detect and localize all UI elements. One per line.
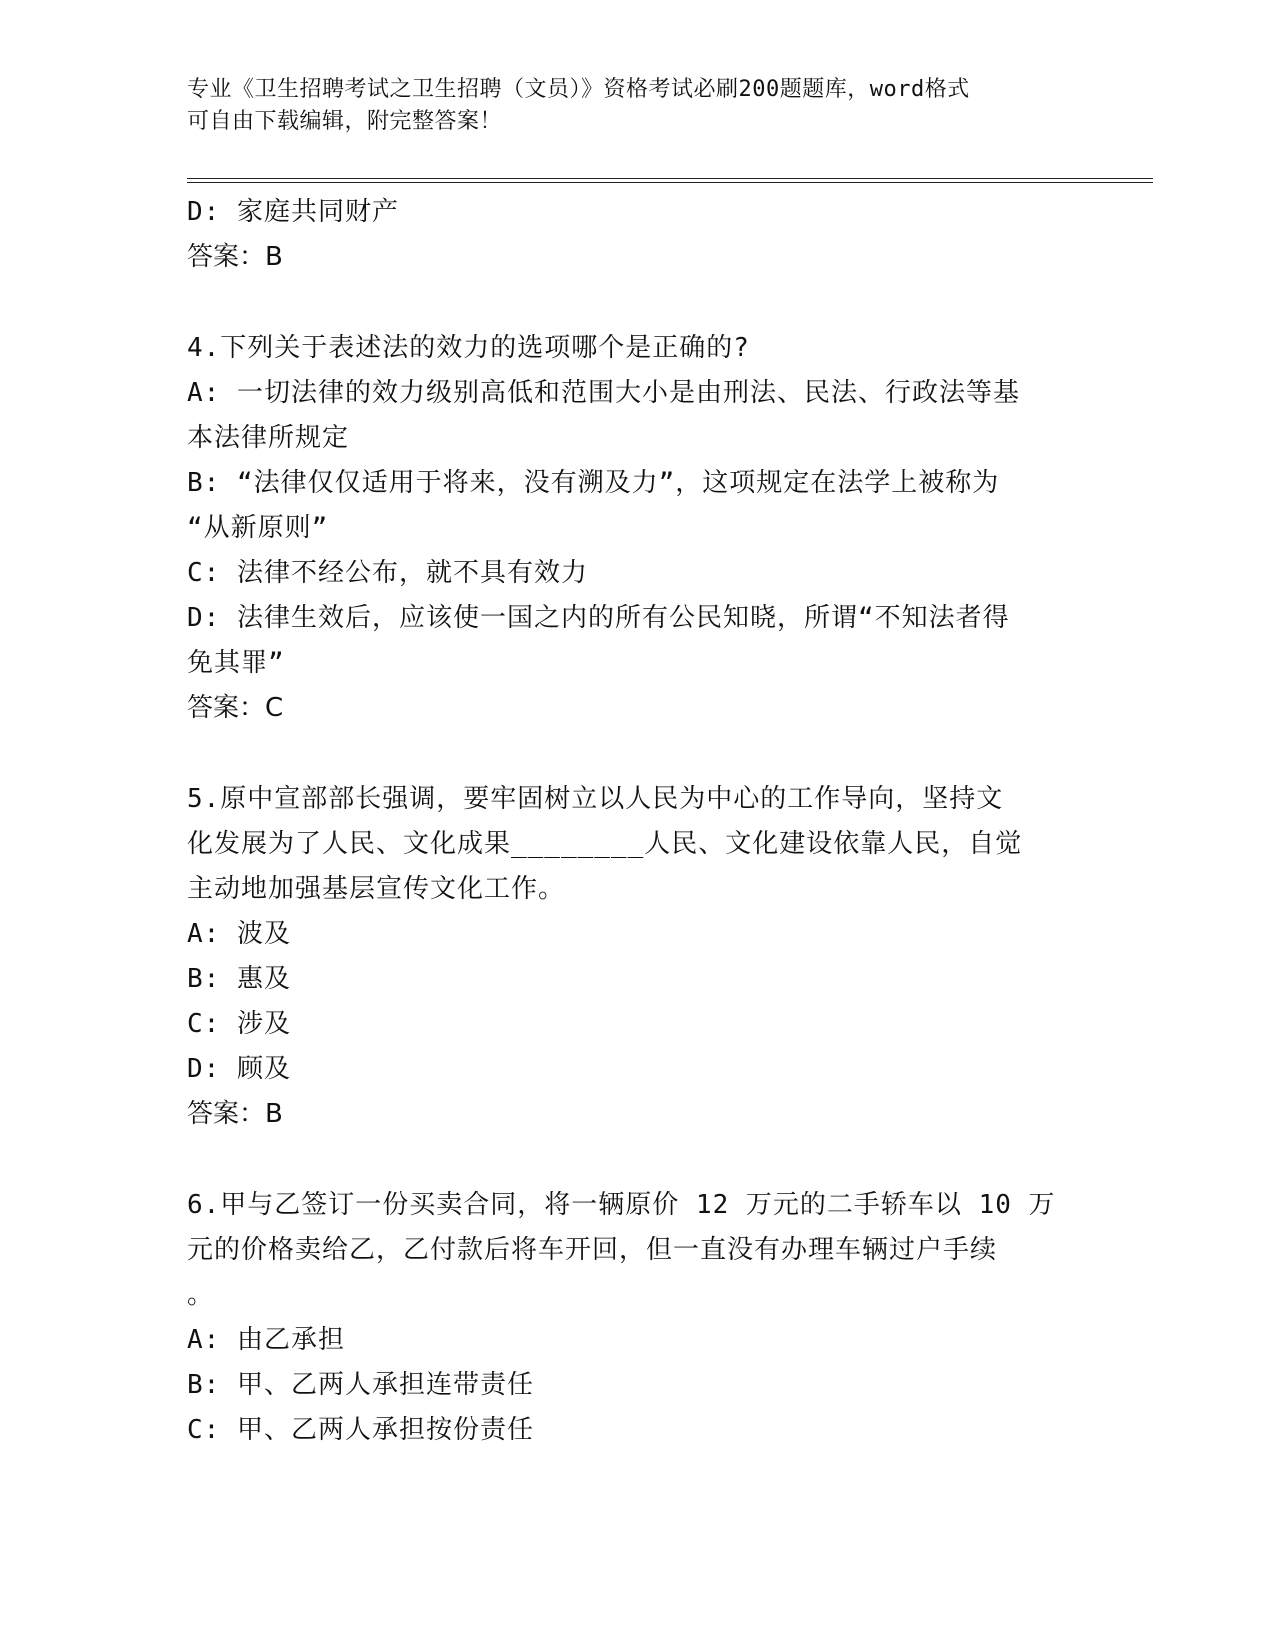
option-a: A: 由乙承担 xyxy=(187,1325,345,1355)
spacer xyxy=(187,731,1087,777)
question-6 xyxy=(187,1183,1087,1453)
spacer xyxy=(187,280,1087,326)
header-title-line-2: 可自由下载编辑，附完整答案！ xyxy=(187,109,503,134)
previous-question-tail xyxy=(187,190,1087,280)
answer: 答案：B xyxy=(187,242,283,272)
question-stem-continued: 化发展为了人民、文化成果________人民、文化建设依靠人民，自觉 xyxy=(187,829,1023,859)
option-d-continued: 免其罪” xyxy=(187,648,285,678)
question-stem-continued: 主动地加强基层宣传文化工作。 xyxy=(187,874,566,904)
option-c: C: 涉及 xyxy=(187,1009,291,1039)
header-title-line-1: 专业《卫生招聘考试之卫生招聘（文员）》资格考试必刷200题题库，word格式 xyxy=(187,77,970,102)
option-a-continued: 本法律所规定 xyxy=(187,423,350,453)
question-list xyxy=(187,190,1087,1453)
question-stem-continued: 。 xyxy=(187,1280,215,1310)
option-d: D: 家庭共同财产 xyxy=(187,197,399,227)
question-stem: 4.下列关于表述法的效力的选项哪个是正确的? xyxy=(187,333,750,363)
option-a: A: 一切法律的效力级别高低和范围大小是由刑法、民法、行政法等基 xyxy=(187,378,1020,408)
document-header xyxy=(187,74,1067,138)
option-b-continued: “从新原则” xyxy=(187,513,329,543)
option-c: C: 甲、乙两人承担按份责任 xyxy=(187,1415,534,1445)
option-a: A: 波及 xyxy=(187,919,291,949)
question-stem-continued: 元的价格卖给乙，乙付款后将车开回，但一直没有办理车辆过户手续 xyxy=(187,1235,998,1265)
header-divider-bottom xyxy=(187,182,1153,183)
question-stem: 6.甲与乙签订一份买卖合同，将一辆原价 12 万元的二手轿车以 10 万 xyxy=(187,1190,1056,1220)
question-stem: 5.原中宣部部长强调，要牢固树立以人民为中心的工作导向，坚持文 xyxy=(187,784,1004,814)
option-b: B: 惠及 xyxy=(187,964,291,994)
option-c: C: 法律不经公布，就不具有效力 xyxy=(187,558,588,588)
option-b: B: 甲、乙两人承担连带责任 xyxy=(187,1370,534,1400)
option-d: D: 法律生效后，应该使一国之内的所有公民知晓，所谓“不知法者得 xyxy=(187,603,1010,633)
header-divider-top xyxy=(187,178,1153,179)
answer: 答案：B xyxy=(187,1099,283,1129)
option-d: D: 顾及 xyxy=(187,1054,291,1084)
question-4 xyxy=(187,326,1087,731)
spacer xyxy=(187,1137,1087,1183)
option-b: B: “法律仅仅适用于将来，没有溯及力”，这项规定在法学上被称为 xyxy=(187,468,1000,498)
answer: 答案：C xyxy=(187,693,284,723)
question-5 xyxy=(187,777,1087,1137)
